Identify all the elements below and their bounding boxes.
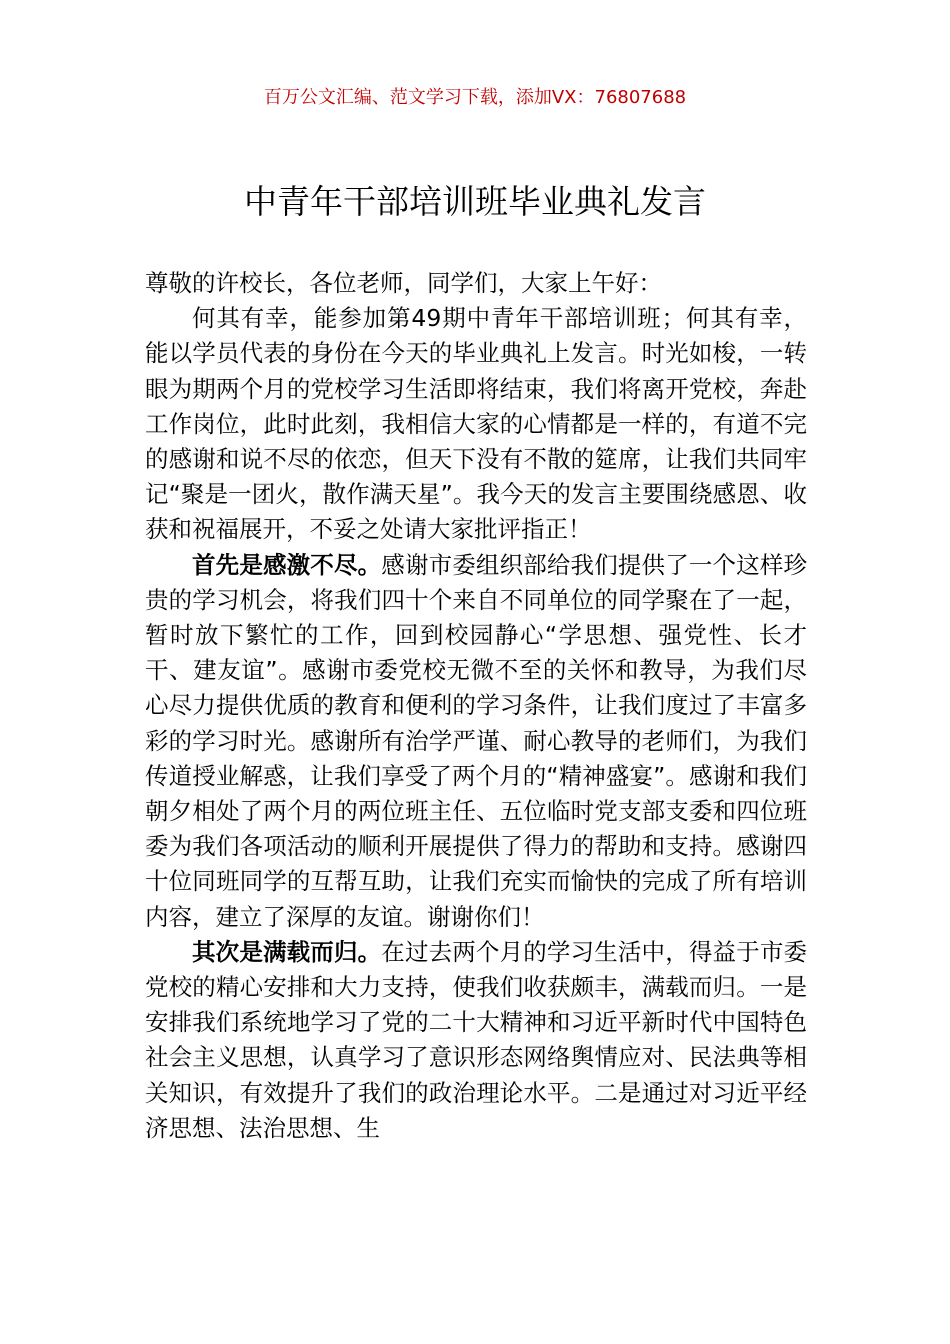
paragraph-lead: 其次是满载而归。 <box>192 937 382 966</box>
paragraph-3 <box>145 935 807 1146</box>
header-note: 百万公文汇编、范文学习下载，添加VX：76807688 <box>263 87 687 108</box>
paragraph-lead: 首先是感激不尽。 <box>192 550 382 579</box>
paragraph-text: 在过去两个月的学习生活中，得益于市委党校的精心安排和大力支持，使我们收获颇丰，满载而归。一是安排我们系统地学习了党的二十大精神和习近平新时代中国特色社会主义思想，认真学习了意识形态网络舆情应对、民法典等相关知识，有效提升了我们的政治理论水平。二是通过对习近平经济思想、法治思想、生 <box>145 937 808 1142</box>
paragraph-text: 感谢市委组织部给我们提供了一个这样珍贵的学习机会，将我们四十个来自不同单位的同学聚在了一起，暂时放下繁忙的工作，回到校园静心“学思想、强党性、长才干、建友谊”。感谢市委党校无微不至的关怀和教导，为我们尽心尽力提供优质的教育和便利的学习条件，让我们度过了丰富多彩的学习时光。感谢所有治学严谨、耐心教导的老师们，为我们传道授业解惑，让我们享受了两个月的“精神盛宴”。感谢和我们朝夕相处了两个月的两位班主任、五位临时党支部支委和四位班委为我们各项活动的顺利开展提供了得力的帮助和支持。感谢四十位同班同学的互帮互助，让我们充实而愉快的完成了所有培训内容，建立了深厚的友谊。谢谢你们！ <box>145 550 808 931</box>
paragraph-text: 何其有幸，能参加第49期中青年干部培训班；何其有幸，能以学员代表的身份在今天的毕业典礼上发言。时光如梭，一转眼为期两个月的党校学习生活即将结束，我们将离开党校，奔赴工作岗位，此时此刻，我相信大家的心情都是一样的，有道不完的感谢和说不尽的依恋，但天下没有不散的筵席，让我们共同牢记“聚是一团火，散作满天星”。我今天的发言主要围绕感恩、收获和祝福展开，不妥之处请大家批评指正！ <box>145 304 807 544</box>
salutation: 尊敬的许校长，各位老师，同学们，大家上午好： <box>145 269 662 297</box>
document-body <box>145 266 807 1146</box>
paragraph-1 <box>145 301 807 547</box>
document-title: 中青年干部培训班毕业典礼发言 <box>244 182 706 221</box>
paragraph-2 <box>145 548 807 935</box>
